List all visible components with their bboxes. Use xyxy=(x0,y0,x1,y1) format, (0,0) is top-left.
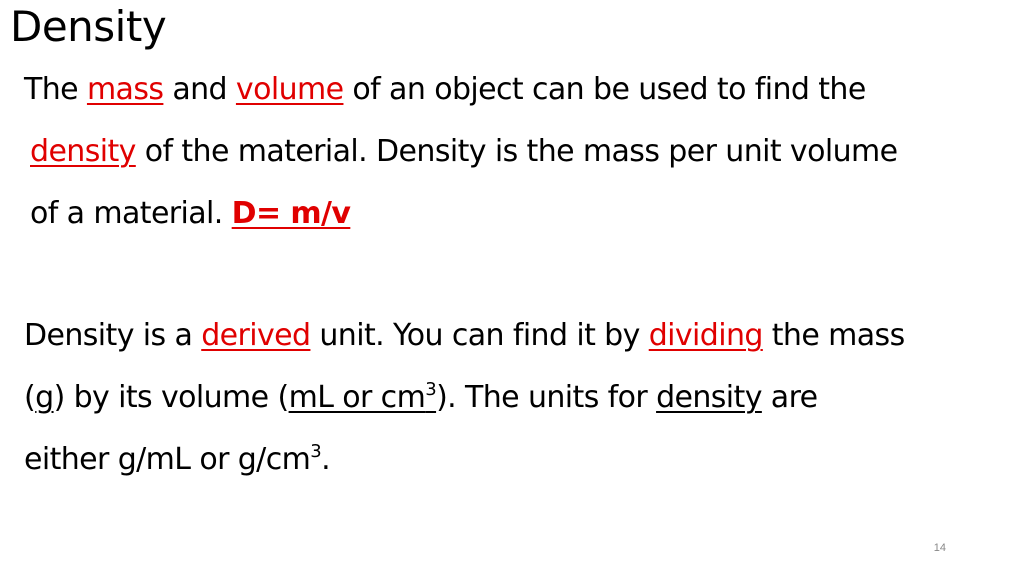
text-span: of a material. xyxy=(30,196,232,231)
unit-grams: g xyxy=(35,380,54,415)
density-formula: D= m/v xyxy=(231,196,351,231)
text-span: ) by its volume ( xyxy=(53,380,289,415)
keyword-volume: volume xyxy=(235,72,344,107)
text-span: unit. You can find it by xyxy=(310,318,649,353)
keyword-dividing: dividing xyxy=(648,318,763,353)
text-span: of the material. Density is the mass per unit volume xyxy=(135,134,898,169)
para1-line2 xyxy=(30,132,897,172)
unit-volume xyxy=(289,380,436,415)
text-span: and xyxy=(163,72,236,107)
text-span: the mass xyxy=(762,318,905,353)
page-number: 14 xyxy=(933,542,946,554)
slide-title: Density xyxy=(10,2,167,51)
text-span: are xyxy=(761,380,818,415)
text-span: Density is a xyxy=(24,318,202,353)
keyword-derived: derived xyxy=(201,318,311,353)
unit-volume-text: mL or cm xyxy=(288,380,426,415)
text-span: ). The units for xyxy=(436,380,657,415)
text-span: ( xyxy=(24,380,36,415)
superscript: 3 xyxy=(310,441,322,462)
text-span: The xyxy=(24,72,87,107)
text-span: of an object can be used to find the xyxy=(343,72,866,107)
text-span: . xyxy=(321,442,331,477)
keyword-density: density xyxy=(30,134,136,169)
superscript: 3 xyxy=(425,379,437,400)
para2-line2 xyxy=(24,378,818,418)
para1-line3 xyxy=(30,194,350,234)
keyword-mass: mass xyxy=(86,72,164,107)
text-span: either g/mL or g/cm xyxy=(24,442,311,477)
underlined-density: density xyxy=(656,380,762,415)
para2-line1 xyxy=(24,316,905,356)
para2-line3 xyxy=(24,440,330,480)
para1-line1 xyxy=(24,70,866,110)
